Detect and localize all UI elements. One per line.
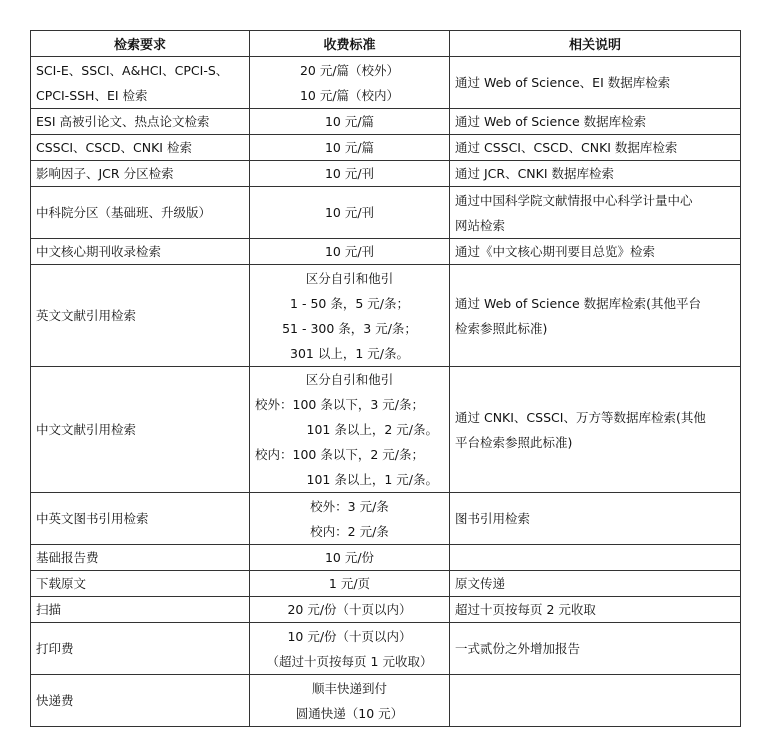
fee-cell	[250, 265, 450, 367]
requirement-cell	[31, 57, 250, 109]
note-cell	[450, 57, 741, 109]
fee-text: 顺丰快递到付	[311, 680, 387, 696]
fee-cell	[250, 57, 450, 109]
note-text: 通过 Web of Science 数据库检索(其他平台	[455, 295, 702, 311]
requirement-cell	[31, 187, 250, 239]
fee-cell	[250, 135, 450, 161]
requirement-cell	[31, 367, 250, 493]
note-cell	[450, 109, 741, 135]
fee-text: 10 元/份（十页以内）	[287, 628, 412, 644]
note-text: 网站检索	[455, 217, 506, 233]
fee-text: 101 条以上，2 元/条。	[306, 422, 438, 437]
requirement-cell	[31, 545, 250, 571]
fee-text: 1 - 50 条，5 元/条；	[290, 295, 409, 311]
note-text: 平台检索参照此标准)	[455, 434, 573, 450]
requirement-cell	[31, 493, 250, 545]
note-text: 通过 JCR、CNKI 数据库检索	[455, 166, 615, 181]
fee-text: 1 元/页	[328, 576, 371, 591]
note-text: 通过中国科学院文献情报中心科学计量中心	[455, 192, 693, 208]
fee-cell	[250, 367, 450, 493]
requirement-text: 英文文献引用检索	[36, 308, 137, 323]
note-cell	[450, 675, 741, 727]
note-cell	[450, 135, 741, 161]
table-row	[31, 493, 741, 545]
requirement-text: 影响因子、JCR 分区检索	[36, 166, 174, 181]
fee-cell	[250, 109, 450, 135]
fee-text: （超过十页按每页 1 元收取）	[266, 653, 433, 669]
table-row	[31, 239, 741, 265]
table-row	[31, 571, 741, 597]
requirement-text: CPCI-SSH、EI 检索	[36, 87, 148, 103]
note-cell	[450, 265, 741, 367]
table-row	[31, 135, 741, 161]
fee-text: 20 元/篇（校外）	[299, 62, 400, 78]
fee-text: 圆通快递（10 元）	[295, 705, 404, 721]
note-cell	[450, 239, 741, 265]
fee-standard-table	[30, 30, 741, 727]
note-cell	[450, 187, 741, 239]
table-row	[31, 187, 741, 239]
note-text: 一式贰份之外增加报告	[455, 641, 581, 656]
fee-text: 20 元/份（十页以内）	[287, 602, 412, 617]
requirement-cell	[31, 161, 250, 187]
fee-cell	[250, 597, 450, 623]
note-text: 通过 CNKI、CSSCI、万方等数据库检索(其他	[455, 409, 706, 425]
fee-text: 101 条以上，1 元/条。	[306, 472, 438, 487]
note-text: 原文传递	[455, 576, 506, 591]
header-requirement: 检索要求	[31, 31, 250, 57]
note-cell	[450, 493, 741, 545]
requirement-cell	[31, 675, 250, 727]
requirement-text: SCI-E、SSCI、A&HCI、CPCI-S、	[36, 62, 229, 78]
fee-cell	[250, 187, 450, 239]
note-cell	[450, 597, 741, 623]
table-row	[31, 109, 741, 135]
note-text: 通过 Web of Science 数据库检索	[455, 114, 647, 129]
requirement-text: 下载原文	[36, 576, 87, 591]
table-row	[31, 265, 741, 367]
requirement-text: 中英文图书引用检索	[36, 511, 149, 526]
fee-text: 10 元/刊	[324, 205, 375, 220]
requirement-text: CSSCI、CSCD、CNKI 检索	[36, 140, 192, 155]
fee-text: 10 元/篇	[324, 114, 375, 129]
fee-text: 51 - 300 条，3 元/条；	[282, 320, 417, 336]
fee-text: 区分自引和他引	[305, 270, 394, 286]
fee-text: 校外：100 条以下，3 元/条；	[255, 397, 424, 412]
requirement-text: 中文文献引用检索	[36, 422, 137, 437]
fee-text: 10 元/篇（校内）	[299, 87, 400, 103]
fee-text: 校内：100 条以下，2 元/条；	[255, 447, 424, 462]
requirement-cell	[31, 109, 250, 135]
fee-cell	[250, 545, 450, 571]
requirement-text: 中科院分区（基础班、升级版）	[36, 205, 212, 220]
header-fee-standard: 收费标准	[250, 31, 450, 57]
note-cell	[450, 545, 741, 571]
table-row	[31, 675, 741, 727]
requirement-text: 基础报告费	[36, 550, 99, 565]
note-text: 超过十页按每页 2 元收取	[455, 602, 596, 617]
note-cell	[450, 623, 741, 675]
table-row	[31, 161, 741, 187]
table-row	[31, 57, 741, 109]
note-text: 通过《中文核心期刊要目总览》检索	[455, 244, 656, 259]
requirement-text: 中文核心期刊收录检索	[36, 244, 162, 259]
requirement-cell	[31, 597, 250, 623]
note-text: 通过 CSSCI、CSCD、CNKI 数据库检索	[455, 140, 678, 155]
note-cell	[450, 367, 741, 493]
table-row	[31, 545, 741, 571]
fee-cell	[250, 571, 450, 597]
fee-text: 10 元/刊	[324, 166, 375, 181]
fee-text: 301 以上，1 元/条。	[290, 345, 409, 361]
fee-text: 10 元/刊	[324, 244, 375, 259]
requirement-text: 扫描	[36, 602, 62, 617]
table-row	[31, 623, 741, 675]
fee-cell	[250, 623, 450, 675]
fee-cell	[250, 161, 450, 187]
requirement-text: 打印费	[36, 641, 74, 656]
fee-cell	[250, 493, 450, 545]
fee-text: 校外：3 元/条	[310, 498, 389, 514]
table-row	[31, 367, 741, 493]
requirement-cell	[31, 135, 250, 161]
requirement-cell	[31, 239, 250, 265]
requirement-cell	[31, 265, 250, 367]
fee-text: 10 元/篇	[324, 140, 375, 155]
requirement-text: 快递费	[36, 693, 74, 708]
header-notes: 相关说明	[450, 31, 741, 57]
requirement-text: ESI 高被引论文、热点论文检索	[36, 114, 210, 129]
table-header-row	[31, 31, 741, 57]
note-cell	[450, 571, 741, 597]
fee-cell	[250, 675, 450, 727]
fee-cell	[250, 239, 450, 265]
note-text: 图书引用检索	[455, 511, 531, 526]
requirement-cell	[31, 571, 250, 597]
note-text: 通过 Web of Science、EI 数据库检索	[455, 75, 671, 90]
fee-text: 区分自引和他引	[305, 372, 394, 387]
note-cell	[450, 161, 741, 187]
fee-text: 10 元/份	[324, 550, 375, 565]
requirement-cell	[31, 623, 250, 675]
note-text: 检索参照此标准)	[455, 320, 548, 336]
table-row	[31, 597, 741, 623]
fee-text: 校内：2 元/条	[310, 523, 389, 539]
